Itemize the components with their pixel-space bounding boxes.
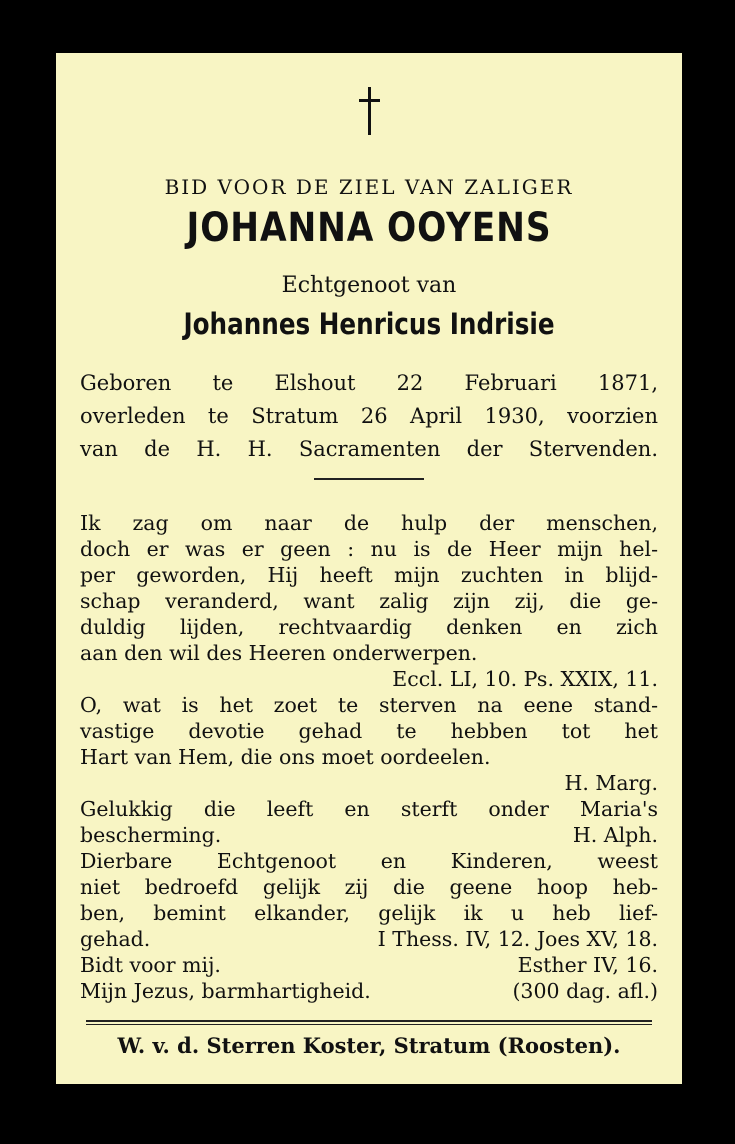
text-line: doch er was er geen : nu is de Heer mijn hel- xyxy=(80,537,658,561)
memorial-card xyxy=(56,53,682,1084)
divider xyxy=(314,478,424,480)
sacraments-line: van de H. H. Sacramenten der Stervenden. xyxy=(80,437,658,461)
citation: I Thess. IV, 12. Joes XV, 18. xyxy=(377,927,658,951)
citation: Eccl. LI, 10. Ps. XXIX, 11. xyxy=(392,667,658,691)
text-line xyxy=(80,823,658,847)
text-fragment: bescherming. xyxy=(80,823,222,847)
text-line: niet bedroefd gelijk zij die geene hoop heb- xyxy=(80,875,658,899)
text-fragment: Bidt voor mij. xyxy=(80,953,221,977)
deceased-name: JOHANNA OOYENS xyxy=(186,205,552,251)
text-line: Gelukkig die leeft en sterft onder Maria's xyxy=(80,797,658,821)
text-line: schap veranderd, want zalig zijn zij, die ge- xyxy=(80,589,658,613)
spouse-name: Johannes Henricus Indrisie xyxy=(183,307,555,341)
text-fragment: gehad. xyxy=(80,927,151,951)
text-line: Ik zag om naar de hulp der menschen, xyxy=(80,511,658,535)
footer-rule xyxy=(86,1020,652,1022)
text-line: Hart van Hem, die ons moet oordeelen. xyxy=(80,745,491,769)
text-line xyxy=(80,979,658,1003)
birth-line: Geboren te Elshout 22 Februari 1871, xyxy=(80,371,658,395)
prayer-heading: BID VOOR DE ZIEL VAN ZALIGER xyxy=(164,175,574,199)
spouse-label: Echtgenoot van xyxy=(281,273,457,298)
citation: H. Marg. xyxy=(564,771,658,795)
text-line: O, wat is het zoet te sterven na eene stand- xyxy=(80,693,658,717)
text-line: duldig lijden, rechtvaardig denken en zich xyxy=(80,615,658,639)
footer-rule xyxy=(86,1024,652,1025)
text-fragment: Mijn Jezus, barmhartigheid. xyxy=(80,979,371,1003)
indulgence-note: (300 dag. afl.) xyxy=(512,979,658,1003)
cross-icon xyxy=(350,83,390,139)
text-line: per geworden, Hij heeft mijn zuchten in blijd- xyxy=(80,563,658,587)
text-line: ben, bemint elkander, gelijk ik u heb lief- xyxy=(80,901,658,925)
text-line: vastige devotie gehad te hebben tot het xyxy=(80,719,658,743)
death-line: overleden te Stratum 26 April 1930, voorzien xyxy=(80,404,658,428)
text-line: Dierbare Echtgenoot en Kinderen, weest xyxy=(80,849,658,873)
printer-credit: W. v. d. Sterren Koster, Stratum (Roosten). xyxy=(117,1033,621,1058)
text-line: aan den wil des Heeren onderwerpen. xyxy=(80,641,478,665)
text-line xyxy=(80,953,658,977)
citation: H. Alph. xyxy=(572,823,658,847)
text-line xyxy=(80,927,658,951)
citation: Esther IV, 16. xyxy=(517,953,658,977)
